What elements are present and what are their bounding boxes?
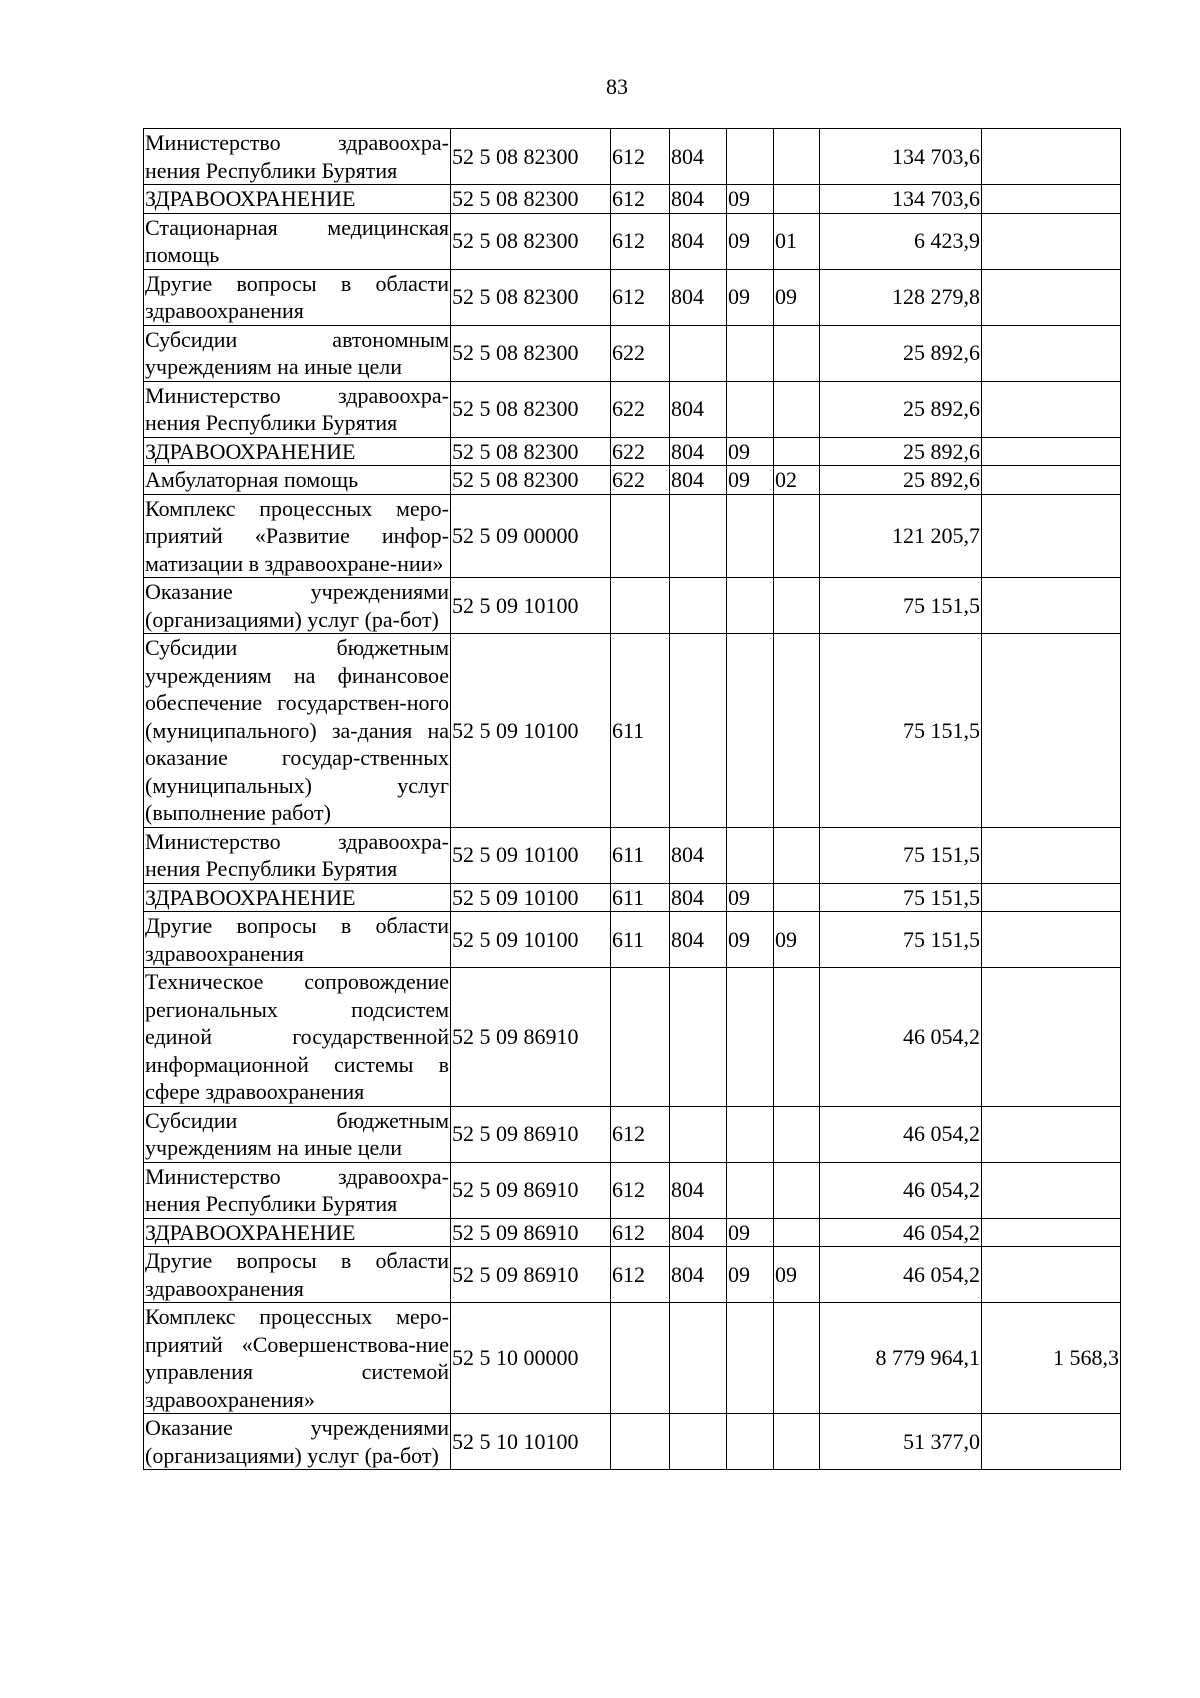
row-rz (727, 578, 774, 634)
row-amount: 46 054,2 (820, 968, 982, 1107)
row-pr: 02 (774, 466, 820, 495)
row-code: 52 5 09 86910 (451, 1106, 611, 1162)
row-amount: 25 892,6 (820, 466, 982, 495)
row-extra (982, 578, 1121, 634)
row-rz: 09 (727, 185, 774, 214)
row-extra: 1 568,3 (982, 1303, 1121, 1414)
table-row (144, 1303, 1121, 1414)
row-amount: 121 205,7 (820, 494, 982, 578)
row-grbs (670, 1303, 727, 1414)
table-row (144, 437, 1121, 466)
row-code: 52 5 08 82300 (451, 269, 611, 325)
row-pr (774, 129, 820, 185)
row-pr (774, 437, 820, 466)
table-row (144, 634, 1121, 828)
row-amount: 46 054,2 (820, 1162, 982, 1218)
row-rz: 09 (727, 883, 774, 912)
row-vr: 622 (611, 381, 670, 437)
row-grbs: 804 (670, 466, 727, 495)
row-vr: 612 (611, 1247, 670, 1303)
row-code: 52 5 09 10100 (451, 883, 611, 912)
row-rz: 09 (727, 1247, 774, 1303)
row-pr (774, 968, 820, 1107)
row-code: 52 5 09 10100 (451, 578, 611, 634)
row-amount: 75 151,5 (820, 827, 982, 883)
row-pr (774, 381, 820, 437)
table-row (144, 827, 1121, 883)
row-extra (982, 912, 1121, 968)
row-pr (774, 883, 820, 912)
row-name: ЗДРАВООХРАНЕНИЕ (144, 437, 451, 466)
row-code: 52 5 10 00000 (451, 1303, 611, 1414)
table-row (144, 1218, 1121, 1247)
row-amount: 46 054,2 (820, 1247, 982, 1303)
row-vr: 622 (611, 466, 670, 495)
row-grbs: 804 (670, 1218, 727, 1247)
row-grbs: 804 (670, 827, 727, 883)
row-code: 52 5 08 82300 (451, 325, 611, 381)
row-amount: 46 054,2 (820, 1106, 982, 1162)
row-pr (774, 1162, 820, 1218)
row-pr (774, 494, 820, 578)
row-amount: 128 279,8 (820, 269, 982, 325)
row-grbs (670, 1106, 727, 1162)
row-code: 52 5 09 86910 (451, 1162, 611, 1218)
row-amount: 6 423,9 (820, 213, 982, 269)
row-extra (982, 437, 1121, 466)
table-row (144, 213, 1121, 269)
row-grbs (670, 968, 727, 1107)
row-vr: 611 (611, 634, 670, 828)
table-row (144, 1247, 1121, 1303)
row-pr (774, 1414, 820, 1470)
row-grbs (670, 494, 727, 578)
row-extra (982, 325, 1121, 381)
table-row (144, 325, 1121, 381)
row-name: Амбулаторная помощь (144, 466, 451, 495)
row-vr (611, 494, 670, 578)
row-extra (982, 827, 1121, 883)
row-vr: 612 (611, 129, 670, 185)
row-code: 52 5 08 82300 (451, 466, 611, 495)
row-amount: 75 151,5 (820, 578, 982, 634)
row-rz (727, 325, 774, 381)
table-row (144, 381, 1121, 437)
row-extra (982, 634, 1121, 828)
row-code: 52 5 08 82300 (451, 437, 611, 466)
row-code: 52 5 08 82300 (451, 185, 611, 214)
row-amount: 75 151,5 (820, 883, 982, 912)
row-grbs: 804 (670, 213, 727, 269)
table-row (144, 129, 1121, 185)
row-code: 52 5 09 10100 (451, 827, 611, 883)
row-extra (982, 269, 1121, 325)
row-grbs: 804 (670, 1247, 727, 1303)
row-rz: 09 (727, 437, 774, 466)
row-extra (982, 1106, 1121, 1162)
table-row (144, 185, 1121, 214)
row-amount: 75 151,5 (820, 634, 982, 828)
row-rz (727, 827, 774, 883)
row-vr: 612 (611, 213, 670, 269)
row-name: Стационарная медицинская помощь (145, 214, 449, 267)
table-row (144, 466, 1121, 495)
row-extra (982, 466, 1121, 495)
row-rz (727, 1106, 774, 1162)
row-grbs (670, 578, 727, 634)
row-amount: 46 054,2 (820, 1218, 982, 1247)
row-extra (982, 1162, 1121, 1218)
table-row (144, 578, 1121, 634)
row-pr (774, 1218, 820, 1247)
row-extra (982, 494, 1121, 578)
row-pr (774, 325, 820, 381)
table-row (144, 269, 1121, 325)
row-name: Оказание учреждениями (организациями) услуг (ра-бот) (145, 1415, 449, 1468)
row-vr: 612 (611, 1106, 670, 1162)
row-rz: 09 (727, 213, 774, 269)
row-name: Другие вопросы в области здравоохранения (145, 270, 449, 323)
row-vr: 622 (611, 437, 670, 466)
row-rz (727, 129, 774, 185)
row-amount: 25 892,6 (820, 381, 982, 437)
row-vr: 611 (611, 883, 670, 912)
row-grbs: 804 (670, 437, 727, 466)
table-row (144, 883, 1121, 912)
row-extra (982, 381, 1121, 437)
row-name: ЗДРАВООХРАНЕНИЕ (144, 185, 451, 214)
row-grbs: 804 (670, 129, 727, 185)
row-grbs: 804 (670, 269, 727, 325)
row-pr (774, 185, 820, 214)
row-amount: 8 779 964,1 (820, 1303, 982, 1414)
row-vr (611, 1414, 670, 1470)
row-pr: 09 (774, 1247, 820, 1303)
row-name: Министерство здравоохра-нения Республики Бурятия (145, 1163, 449, 1216)
budget-table (143, 128, 1121, 1470)
row-rz (727, 1303, 774, 1414)
row-vr: 622 (611, 325, 670, 381)
row-name: Министерство здравоохра-нения Республики Бурятия (145, 130, 449, 183)
row-name: Другие вопросы в области здравоохранения (145, 1248, 449, 1301)
row-code: 52 5 09 10100 (451, 912, 611, 968)
row-name: Другие вопросы в области здравоохранения (145, 913, 449, 966)
table-row (144, 1414, 1121, 1470)
row-rz (727, 634, 774, 828)
row-extra (982, 1218, 1121, 1247)
row-amount: 25 892,6 (820, 437, 982, 466)
row-rz (727, 1414, 774, 1470)
row-code: 52 5 10 10100 (451, 1414, 611, 1470)
row-amount: 134 703,6 (820, 129, 982, 185)
row-name: Министерство здравоохра-нения Республики Бурятия (145, 828, 449, 881)
table-row (144, 1162, 1121, 1218)
row-grbs: 804 (670, 883, 727, 912)
row-vr: 611 (611, 912, 670, 968)
row-pr: 09 (774, 269, 820, 325)
row-pr (774, 827, 820, 883)
row-amount: 75 151,5 (820, 912, 982, 968)
row-rz (727, 494, 774, 578)
row-rz (727, 381, 774, 437)
row-vr: 612 (611, 269, 670, 325)
row-name: Комплекс процессных меро-приятий «Развитие инфор-матизации в здравоохране-нии» (145, 495, 449, 576)
row-extra (982, 1414, 1121, 1470)
row-extra (982, 129, 1121, 185)
row-extra (982, 1247, 1121, 1303)
row-name: Субсидии бюджетным учреждениям на иные цели (145, 1107, 449, 1160)
table-row (144, 494, 1121, 578)
row-amount: 134 703,6 (820, 185, 982, 214)
row-rz (727, 968, 774, 1107)
row-name: Оказание учреждениями (организациями) услуг (ра-бот) (145, 579, 449, 632)
page-number: 83 (606, 74, 628, 99)
row-pr (774, 1303, 820, 1414)
row-pr (774, 634, 820, 828)
row-extra (982, 883, 1121, 912)
row-code: 52 5 09 86910 (451, 1218, 611, 1247)
row-vr: 612 (611, 185, 670, 214)
row-code: 52 5 09 86910 (451, 1247, 611, 1303)
row-vr: 611 (611, 827, 670, 883)
row-vr: 612 (611, 1218, 670, 1247)
row-name: Техническое сопровождение региональных подсистем единой государственной информационной системы в сфере здравоохранения (145, 969, 449, 1104)
table-row (144, 912, 1121, 968)
row-code: 52 5 08 82300 (451, 381, 611, 437)
row-grbs (670, 1414, 727, 1470)
row-vr: 612 (611, 1162, 670, 1218)
row-vr (611, 578, 670, 634)
row-code: 52 5 09 00000 (451, 494, 611, 578)
table-row (144, 1106, 1121, 1162)
row-code: 52 5 08 82300 (451, 129, 611, 185)
row-name: Министерство здравоохра-нения Республики Бурятия (145, 382, 449, 435)
row-grbs: 804 (670, 381, 727, 437)
row-extra (982, 968, 1121, 1107)
row-code: 52 5 09 10100 (451, 634, 611, 828)
row-extra (982, 185, 1121, 214)
row-grbs (670, 634, 727, 828)
row-vr (611, 968, 670, 1107)
row-name: ЗДРАВООХРАНЕНИЕ (144, 883, 451, 912)
row-rz: 09 (727, 269, 774, 325)
row-pr: 01 (774, 213, 820, 269)
row-grbs: 804 (670, 185, 727, 214)
row-extra (982, 213, 1121, 269)
row-amount: 51 377,0 (820, 1414, 982, 1470)
row-pr: 09 (774, 912, 820, 968)
row-pr (774, 578, 820, 634)
table-body (144, 129, 1121, 1470)
row-rz (727, 1162, 774, 1218)
row-grbs (670, 325, 727, 381)
row-rz: 09 (727, 912, 774, 968)
row-name: Субсидии автономным учреждениям на иные цели (145, 326, 449, 379)
row-code: 52 5 09 86910 (451, 968, 611, 1107)
row-name: ЗДРАВООХРАНЕНИЕ (144, 1218, 451, 1247)
table-row (144, 968, 1121, 1107)
row-code: 52 5 08 82300 (451, 213, 611, 269)
row-name: Комплекс процессных меро-приятий «Совершенствова-ние управления системой здравоохранения» (145, 1304, 449, 1412)
row-grbs: 804 (670, 912, 727, 968)
row-rz: 09 (727, 1218, 774, 1247)
row-amount: 25 892,6 (820, 325, 982, 381)
row-name: Субсидии бюджетным учреждениям на финансовое обеспечение государствен-ного (муниципального) за-дания на оказание государ-ственных (муниципальных) услуг (выполнение работ) (145, 635, 449, 825)
row-vr (611, 1303, 670, 1414)
row-grbs: 804 (670, 1162, 727, 1218)
row-rz: 09 (727, 466, 774, 495)
row-pr (774, 1106, 820, 1162)
